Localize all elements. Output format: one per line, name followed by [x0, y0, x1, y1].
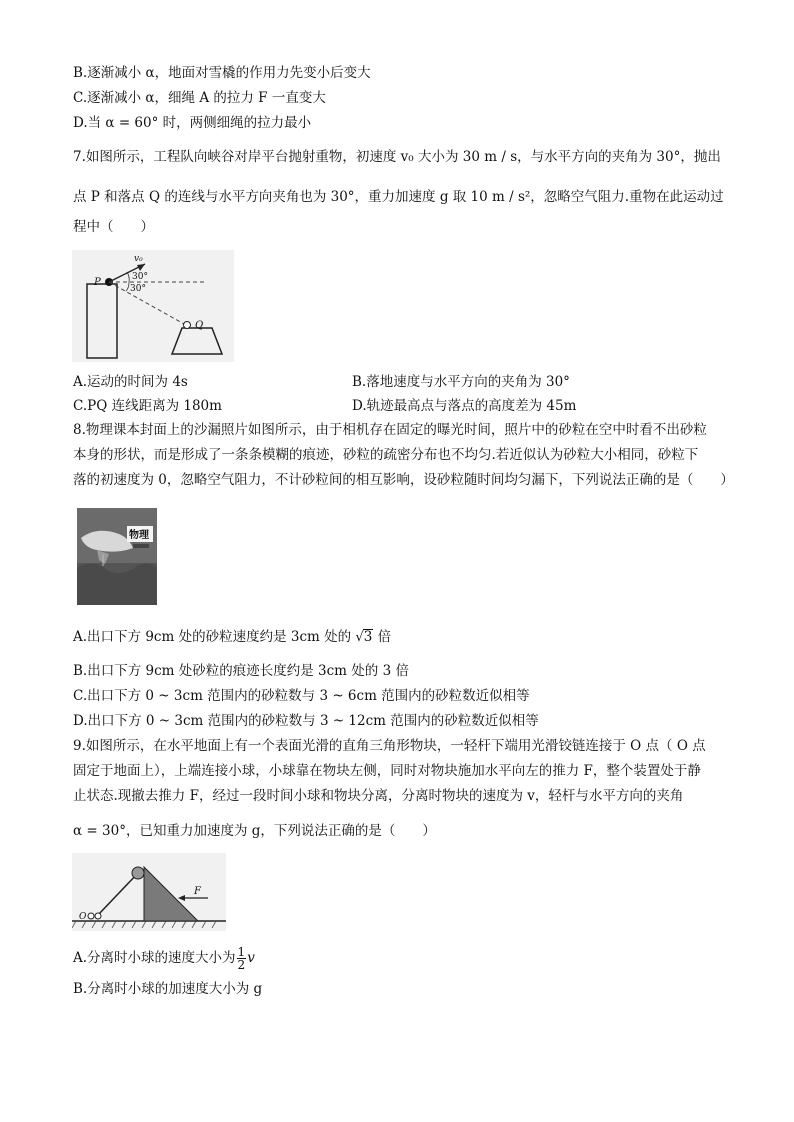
q9-stem-line2: 固定于地面上），上端连接小球，小球靠在物块左侧，同时对物块施加水平向左的推力 F，整个装置处于静: [73, 763, 701, 779]
label-f: F: [194, 886, 201, 897]
q8-stem-line2: 本身的形状，而是形成了一条条模糊的痕迹，砂粒的疏密分布也不均匀.若近似认为砂粒大小相同，砂粒下: [73, 447, 699, 463]
q7-option-d: D.轨迹最高点与落点的高度差为 45m: [352, 398, 577, 414]
q9-figure: [72, 853, 226, 931]
q6-option-d: D.当 α = 60° 时，两侧细绳的拉力最小: [73, 115, 312, 131]
q9a-text: A.分离时小球的速度大小为: [73, 950, 236, 966]
q7-option-b: B.落地速度与水平方向的夹角为 30°: [352, 374, 570, 390]
q9a-fraction: $\frac{1}{2}$: [237, 945, 246, 972]
q8-option-b: B.出口下方 9cm 处砂粒的痕迹长度约是 3cm 处的 3 倍: [73, 663, 409, 679]
q7-stem-line2: 点 P 和落点 Q 的连线与水平方向夹角也为 30°，重力加速度 g 取 10 m / s²，忽略空气阻力.重物在此运动过: [73, 189, 724, 205]
q8a-radicand: 3: [363, 629, 373, 645]
projectile-diagram: [72, 250, 234, 362]
q7-option-a: A.运动的时间为 4s: [73, 374, 188, 390]
label-v0: v₀: [134, 254, 143, 264]
q8-option-d: D.出口下方 0 ~ 3cm 范围内的砂粒数与 3 ~ 12cm 范围内的砂粒数近似相等: [73, 713, 539, 729]
label-o: O: [79, 912, 87, 922]
q8a-tail: 倍: [373, 629, 392, 645]
q9-stem-line3: 止状态.现撤去推力 F，经过一段时间小球和物块分离，分离时物块的速度为 v，轻杆与水平方向的夹角: [73, 788, 684, 804]
q8-option-a: A.出口下方 9cm 处的砂粒速度约是 3cm 处的 √3 倍: [73, 629, 392, 645]
q8-stem-line3: 落的初速度为 0，忽略空气阻力，不计砂粒间的相互影响，设砂粒随时间均匀漏下，下列说法正确的是（ ）: [73, 472, 734, 488]
q7-stem-line3: 程中（ ）: [73, 219, 154, 235]
q9-option-b: B.分离时小球的加速度大小为 g: [73, 981, 263, 997]
q8-figure: [77, 508, 157, 605]
angle-upper: 30°: [132, 272, 148, 282]
q8a-text: A.出口下方 9cm 处的砂粒速度约是 3cm 处的: [73, 629, 356, 645]
angle-lower: 30°: [130, 284, 146, 294]
book-title: 物理: [129, 530, 149, 541]
q8-stem-line1: 8.物理课本封面上的沙漏照片如图所示，由于相机存在固定的曝光时间，照片中的砂粒在空中时看不出砂粒: [73, 422, 707, 438]
q7-stem-line1: 7.如图所示，工程队向峡谷对岸平台抛射重物，初速度 v₀ 大小为 30 m / s，与水平方向的夹角为 30°，抛出: [73, 149, 721, 165]
q9-stem-line1: 9.如图所示，在水平地面上有一个表面光滑的直角三角形物块，一轻杆下端用光滑铰链连接于 O 点（ O 点: [73, 738, 706, 754]
q9a-tail: v: [247, 950, 255, 966]
label-q: Q: [195, 320, 204, 331]
rod-ball-wedge-diagram: [72, 853, 226, 931]
label-p: P: [94, 277, 101, 288]
hourglass-book-cover: [77, 508, 157, 605]
q7-figure: [72, 250, 234, 362]
q9-stem-line4: α = 30°，已知重力加速度为 g，下列说法正确的是（ ）: [73, 823, 436, 839]
q7-option-c: C.PQ 连线距离为 180m: [73, 398, 222, 414]
q9-option-a: [73, 946, 255, 971]
q6-option-c: C.逐渐减小 α，细绳 A 的拉力 F 一直变大: [73, 90, 326, 106]
q8-option-c: C.出口下方 0 ~ 3cm 范围内的砂粒数与 3 ~ 6cm 范围内的砂粒数近似相等: [73, 688, 530, 704]
q6-option-b: B.逐渐减小 α，地面对雪橇的作用力先变小后变大: [73, 65, 371, 81]
